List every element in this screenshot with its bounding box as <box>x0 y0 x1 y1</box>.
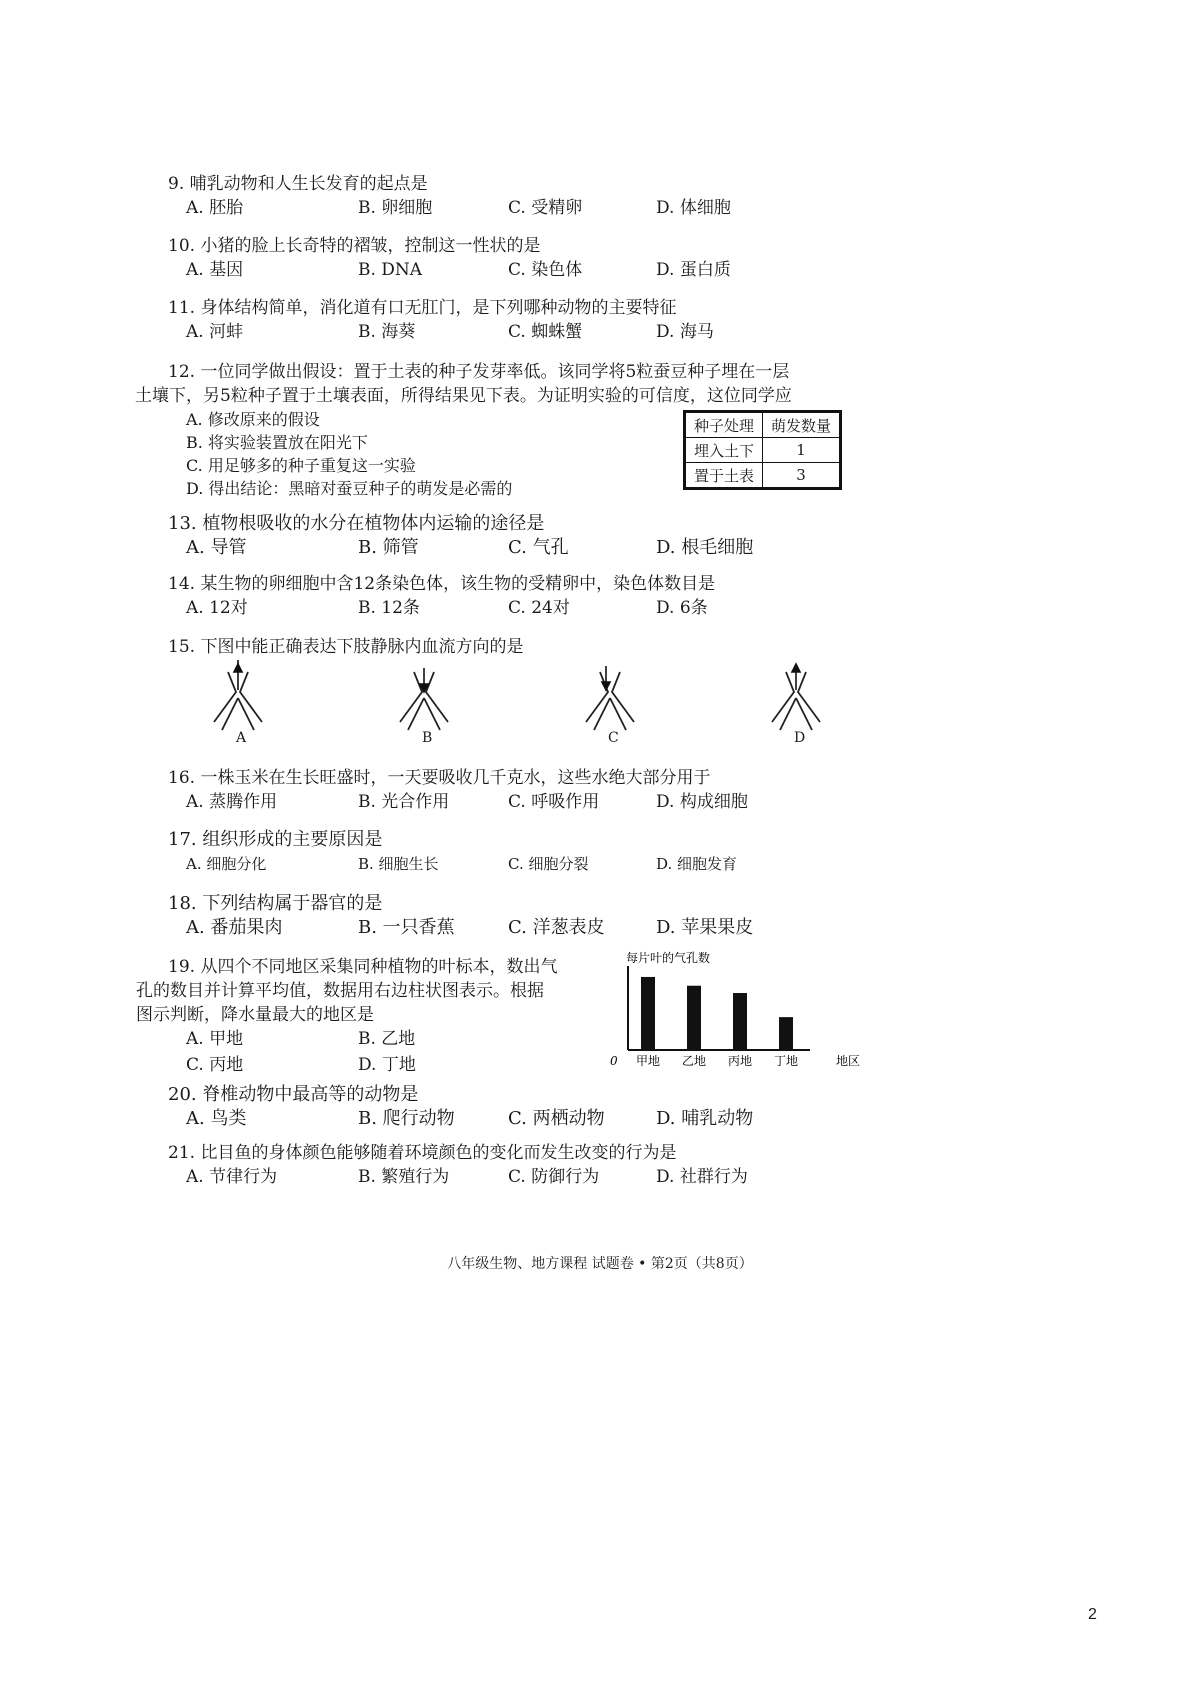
option-a: A. 番茄果肉 <box>186 917 283 938</box>
option-a: A. 鸟类 <box>186 1108 247 1129</box>
question-14 <box>168 572 888 622</box>
option-d: D. 社群行为 <box>656 1167 748 1187</box>
question-stem-line-3: 图示判断，降水量最大的地区是 <box>136 1005 374 1025</box>
seed-germination-table <box>683 410 842 490</box>
page-footer: 八年级生物、地方课程 试题卷 • 第2页（共8页） <box>447 1256 753 1272</box>
option-b: B. 海葵 <box>358 322 416 342</box>
option-b: B. 一只香蕉 <box>358 917 455 938</box>
chart-y-axis-label: 每片叶的气孔数 <box>626 951 711 965</box>
options-row <box>168 596 888 622</box>
option-d: D. 丁地 <box>358 1055 416 1075</box>
question-18 <box>168 892 888 942</box>
option-d: D. 构成细胞 <box>656 792 748 812</box>
vein-diagram-c <box>586 672 634 730</box>
option-d: D. 根毛细胞 <box>656 537 754 558</box>
option-c: C. 两栖动物 <box>508 1108 605 1129</box>
options-row <box>168 196 888 222</box>
question-stem: 13. 植物根吸收的水分在植物体内运输的途径是 <box>168 513 545 534</box>
option-c: C. 丙地 <box>186 1055 244 1075</box>
option-c: C. 洋葱表皮 <box>508 917 605 938</box>
chart-bar <box>733 993 747 1050</box>
table-header: 萌发数量 <box>763 412 841 438</box>
question-19 <box>136 955 628 1079</box>
options-row <box>168 536 888 562</box>
option-a: A. 胚胎 <box>186 198 244 218</box>
question-stem: 16. 一株玉米在生长旺盛时，一天要吸收几千克水，这些水绝大部分用于 <box>168 768 711 788</box>
option-c: C. 染色体 <box>508 260 583 280</box>
option-a: A. 基因 <box>186 260 244 280</box>
figure-label-d: D <box>794 730 806 746</box>
table-header: 种子处理 <box>685 412 763 438</box>
table-cell: 3 <box>763 463 841 489</box>
question-20 <box>168 1083 888 1133</box>
option-c: C. 24对 <box>508 598 570 618</box>
figure-label-c: C <box>608 730 619 746</box>
options-row <box>168 790 888 816</box>
option-a: A. 导管 <box>186 537 247 558</box>
option-a: A. 12对 <box>186 598 248 618</box>
question-stem: 9. 哺乳动物和人生长发育的起点是 <box>168 174 428 194</box>
option-b: B. DNA <box>358 260 423 280</box>
question-10 <box>168 234 888 284</box>
question-stem-line-2: 孔的数目并计算平均值，数据用右边柱状图表示。根据 <box>136 981 544 1001</box>
option-b: B. 将实验装置放在阳光下 <box>186 433 368 452</box>
options-row <box>168 916 888 942</box>
question-stem: 17. 组织形成的主要原因是 <box>168 829 383 850</box>
question-stem: 21. 比目鱼的身体颜色能够随着环境颜色的变化而发生改变的行为是 <box>168 1143 677 1163</box>
figure-label-a: A <box>236 730 247 746</box>
option-c: C. 气孔 <box>508 537 569 558</box>
question-stem-line-1: 19. 从四个不同地区采集同种植物的叶标本，数出气 <box>168 957 558 977</box>
question-13 <box>168 512 888 562</box>
question-stem: 18. 下列结构属于器官的是 <box>168 893 383 914</box>
option-d: D. 细胞发育 <box>656 855 738 873</box>
option-a: A. 甲地 <box>186 1029 244 1049</box>
question-stem: 15. 下图中能正确表达下肢静脉内血流方向的是 <box>168 637 524 657</box>
chart-tick-label: 丙地 <box>727 1054 753 1068</box>
option-d: D. 得出结论：黑暗对蚕豆种子的萌发是必需的 <box>186 479 513 498</box>
option-c: C. 细胞分裂 <box>508 855 589 873</box>
options-row <box>168 1027 468 1053</box>
options-row <box>168 1107 888 1133</box>
option-d: D. 苹果果皮 <box>656 917 754 938</box>
option-d: D. 体细胞 <box>656 198 731 218</box>
options-row <box>168 1053 468 1079</box>
question-11 <box>168 296 888 346</box>
option-b: B. 筛管 <box>358 537 419 558</box>
option-b: B. 12条 <box>358 598 420 618</box>
question-stem-line-1: 12. 一位同学做出假设：置于土表的种子发芽率低。该同学将5粒蚕豆种子埋在一层 <box>168 362 790 382</box>
question-stem: 10. 小猪的脸上长奇特的褶皱，控制这一性状的是 <box>168 236 541 256</box>
chart-tick-label: 甲地 <box>635 1054 661 1068</box>
option-d: D. 蛋白质 <box>656 260 731 280</box>
option-d: D. 哺乳动物 <box>656 1108 754 1129</box>
vein-diagrams <box>200 660 860 760</box>
question-17 <box>168 828 888 878</box>
option-a: A. 蒸腾作用 <box>186 792 278 812</box>
options-row <box>168 852 888 878</box>
option-b: B. 爬行动物 <box>358 1108 455 1129</box>
option-a: A. 节律行为 <box>186 1167 278 1187</box>
option-c: C. 蜘蛛蟹 <box>508 322 583 342</box>
option-a: A. 河蚌 <box>186 322 244 342</box>
question-21 <box>168 1141 888 1191</box>
chart-bar <box>687 986 701 1050</box>
option-b: B. 光合作用 <box>358 792 450 812</box>
option-a: A. 细胞分化 <box>186 855 267 873</box>
options-row <box>168 320 888 346</box>
option-d: D. 海马 <box>656 322 714 342</box>
question-9 <box>168 172 888 222</box>
stomata-bar-chart <box>608 948 870 1072</box>
chart-tick-label: 丁地 <box>773 1054 799 1068</box>
table-row <box>685 438 841 463</box>
option-c: C. 受精卵 <box>508 198 583 218</box>
question-16 <box>168 766 888 816</box>
option-b: B. 乙地 <box>358 1029 416 1049</box>
question-stem: 14. 某生物的卵细胞中含12条染色体，该生物的受精卵中，染色体数目是 <box>168 574 716 594</box>
question-stem-line-2: 土壤下，另5粒种子置于土壤表面，所得结果见下表。为证明实验的可信度，这位同学应 <box>135 386 792 406</box>
option-d: D. 6条 <box>656 598 708 618</box>
table-cell: 置于土表 <box>685 463 763 489</box>
table-row <box>685 463 841 489</box>
chart-x-axis-label: 地区 <box>836 1054 861 1068</box>
option-c: C. 呼吸作用 <box>508 792 600 812</box>
option-c: C. 用足够多的种子重复这一实验 <box>186 456 416 475</box>
chart-tick-label: 乙地 <box>681 1054 707 1068</box>
option-b: B. 细胞生长 <box>358 855 439 873</box>
question-stem: 20. 脊椎动物中最高等的动物是 <box>168 1084 419 1105</box>
option-c: C. 防御行为 <box>508 1167 600 1187</box>
chart-bar <box>779 1017 793 1050</box>
option-a: A. 修改原来的假设 <box>186 410 320 429</box>
table-cell: 1 <box>763 438 841 463</box>
question-stem: 11. 身体结构简单，消化道有口无肛门，是下列哪种动物的主要特征 <box>168 298 677 318</box>
table-header-row <box>685 412 841 438</box>
figure-label-b: B <box>422 730 433 746</box>
options-row <box>168 1165 888 1191</box>
chart-origin-label: 0 <box>610 1054 618 1068</box>
table-cell: 埋入土下 <box>685 438 763 463</box>
chart-bar <box>641 977 655 1050</box>
option-b: B. 繁殖行为 <box>358 1167 450 1187</box>
page-number: 2 <box>1088 1606 1097 1623</box>
option-b: B. 卵细胞 <box>358 198 433 218</box>
question-15 <box>168 635 888 659</box>
options-row <box>168 258 888 284</box>
